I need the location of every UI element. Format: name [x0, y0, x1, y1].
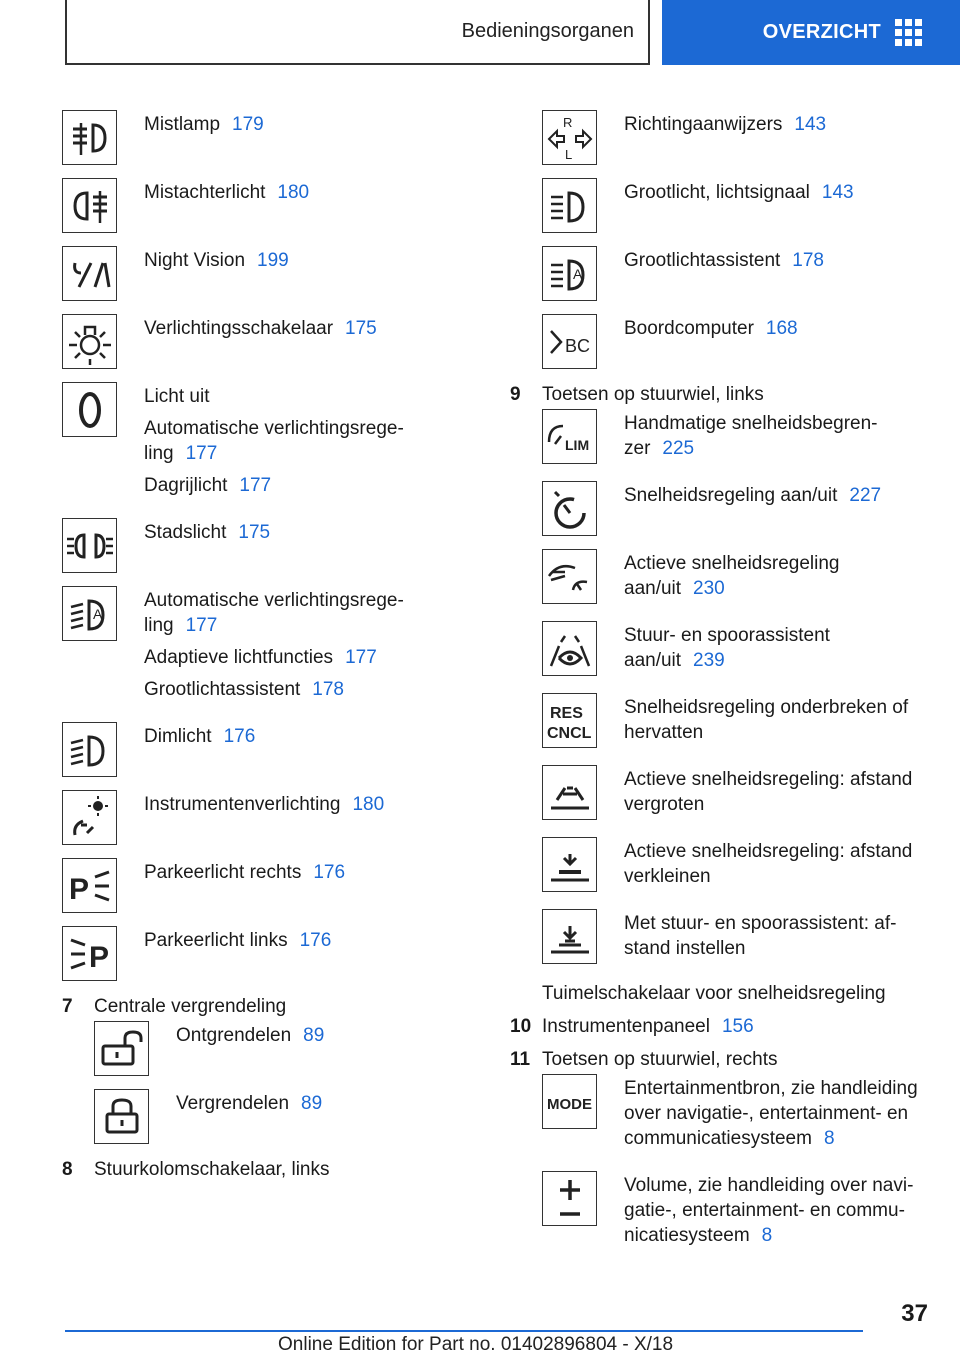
auto-headlight-icon	[62, 586, 117, 641]
entry-texts	[624, 178, 854, 233]
entry-label	[144, 384, 462, 409]
section-7-heading: 7 Centrale vergrendeling	[62, 996, 287, 1017]
svg-text:P: P	[68, 872, 89, 906]
entry-label	[624, 483, 881, 508]
speed-limiter-icon	[542, 409, 597, 464]
entry-label	[144, 677, 462, 702]
rocker-switch-text: Tuimelschakelaar voor snelheidsregeling	[542, 983, 886, 1004]
board-computer-icon	[542, 314, 597, 369]
entry-texts	[144, 518, 270, 573]
entry-texts	[176, 1089, 322, 1144]
parking-light-right-icon	[62, 858, 117, 913]
svg-text:RES: RES	[549, 704, 583, 722]
entry-text: Night Vision	[144, 250, 246, 271]
entry-texts	[144, 586, 462, 709]
overview-tab-label: OVERZICHT	[762, 21, 881, 43]
cruise-control-icon	[542, 481, 597, 536]
legend-entry	[62, 382, 462, 505]
legend-entry	[62, 518, 462, 573]
entry-texts	[624, 837, 930, 896]
legend-entry	[62, 246, 462, 301]
svg-text:A: A	[572, 265, 582, 282]
entry-label	[624, 551, 930, 601]
legend-entry	[542, 314, 930, 369]
page-ref-link[interactable]: 239	[693, 650, 725, 671]
distance-set-icon	[542, 909, 597, 964]
legend-entry	[542, 481, 930, 536]
entry-text: Actieve snelheidsregeling: afstand vergroten	[624, 769, 913, 815]
page-ref-link[interactable]: 227	[849, 485, 882, 506]
entry-texts	[144, 722, 255, 777]
unlock-icon	[94, 1021, 149, 1076]
entry-texts	[624, 314, 798, 369]
entry-text: Licht uit	[144, 386, 210, 407]
entry-texts	[624, 409, 930, 468]
legend-entry	[542, 693, 930, 752]
right-column	[510, 110, 930, 1268]
entry-texts	[144, 178, 309, 233]
entry-label	[624, 911, 930, 961]
entry-label	[624, 767, 930, 817]
section-11-heading: 11 Toetsen op stuurwiel, rechts	[510, 1049, 778, 1070]
distance-increase-icon	[542, 765, 597, 820]
legend-entry	[62, 178, 462, 233]
entry-label	[176, 1091, 322, 1116]
entry-text: Grootlicht, lichtsignaal	[624, 182, 810, 203]
entry-texts	[624, 693, 930, 752]
turn-signal-icon	[542, 110, 597, 165]
page-ref-link[interactable]: 177	[185, 615, 218, 636]
legend-entry	[542, 1171, 930, 1255]
entry-texts	[624, 481, 881, 536]
entry-text: Mistlamp	[144, 114, 221, 135]
entry-text: Automatische verlichtingsrege-ling	[144, 418, 404, 464]
svg-text:R: R	[562, 114, 572, 130]
page-ref-link[interactable]: 176	[313, 862, 346, 883]
entry-texts	[144, 926, 331, 981]
entry-label	[624, 180, 854, 205]
entry-texts	[624, 549, 930, 608]
page-ref-link[interactable]: 156	[721, 1016, 754, 1037]
section-8-heading: 8 Stuurkolomschakelaar, links	[62, 1159, 330, 1180]
fog-lamp-icon	[62, 110, 117, 165]
grid-icon	[895, 19, 922, 46]
entry-label	[624, 1173, 930, 1248]
lane-assist-icon	[542, 621, 597, 676]
entry-text: Automatische verlichtingsrege-ling	[144, 590, 404, 636]
res-cncl-icon	[542, 693, 597, 748]
page-ref-link[interactable]: 225	[662, 438, 695, 459]
legend-entry	[62, 858, 462, 913]
light-switch-icon	[62, 314, 117, 369]
page-ref-link[interactable]: 89	[301, 1093, 323, 1114]
entry-label	[144, 473, 462, 498]
entry-label	[144, 180, 309, 205]
high-beam-assist-icon	[542, 246, 597, 301]
entry-texts	[144, 790, 384, 845]
page-ref-link[interactable]: 180	[352, 794, 385, 815]
entry-texts	[144, 314, 377, 369]
entry-label	[144, 316, 377, 341]
entry-text: Boordcomputer	[624, 318, 754, 339]
entry-text: Snelheidsregeling onderbreken of hervatten	[624, 697, 909, 743]
night-vision-icon	[62, 246, 117, 301]
entry-label	[624, 248, 824, 273]
entry-text: Adaptieve lichtfuncties	[144, 647, 334, 668]
entry-text: Snelheidsregeling aan/uit	[624, 485, 838, 506]
section-9-heading: 9 Toetsen op stuurwiel, links	[510, 384, 764, 405]
entry-label	[624, 112, 826, 137]
entry-text: Stadslicht	[144, 522, 227, 543]
overview-tab[interactable]	[662, 0, 960, 65]
entry-texts	[144, 110, 264, 165]
entry-text: Verlichtingsschakelaar	[144, 318, 334, 339]
entry-texts	[176, 1021, 324, 1076]
legend-entry	[94, 1089, 462, 1144]
entry-text: Parkeerlicht links	[144, 930, 288, 951]
footer-edition: Online Edition for Part no. 01402896804 - X/18	[278, 1334, 674, 1355]
legend-entry	[542, 110, 930, 165]
page-ref-link[interactable]: 8	[761, 1225, 773, 1246]
entry-text: Grootlichtassistent	[624, 250, 781, 271]
entry-text: Mistachterlicht	[144, 182, 266, 203]
legend-entry	[542, 765, 930, 824]
page-ref-link[interactable]: 8	[823, 1128, 835, 1149]
entry-texts	[144, 246, 289, 301]
active-cruise-icon	[542, 549, 597, 604]
entry-text: Grootlichtassistent	[144, 679, 301, 700]
entry-text: Entertainmentbron, zie handleiding over navigatie-, entertainment- en communicatiesysteem	[624, 1078, 918, 1149]
entry-text: Vergrendelen	[176, 1093, 290, 1114]
svg-text:L: L	[564, 146, 572, 162]
section-10-heading: 10 Instrumentenpaneel 156	[510, 1016, 754, 1037]
page-ref-link[interactable]: 177	[345, 647, 377, 668]
entry-label	[144, 645, 462, 670]
entry-label	[624, 623, 930, 673]
legend-entry	[542, 909, 930, 968]
page-ref-link[interactable]: 143	[794, 114, 827, 135]
entry-texts	[624, 621, 930, 680]
entry-texts	[624, 246, 824, 301]
page-ref-link[interactable]: 177	[185, 443, 218, 464]
entry-label	[144, 588, 462, 638]
page-ref-link[interactable]: 180	[277, 182, 310, 203]
page-ref-link[interactable]: 175	[238, 522, 271, 543]
parking-lights-icon	[62, 518, 117, 573]
legend-entry	[542, 409, 930, 468]
footer-divider	[65, 1330, 863, 1332]
header-section-title	[65, 0, 650, 65]
page-ref-link[interactable]: 176	[223, 726, 256, 747]
low-beam-icon	[62, 722, 117, 777]
page-ref-link[interactable]: 176	[299, 930, 332, 951]
legend-entry	[62, 790, 462, 845]
entry-label	[144, 416, 462, 466]
entry-text: Instrumentenverlichting	[144, 794, 341, 815]
entry-texts	[144, 858, 345, 913]
rear-fog-light-icon	[62, 178, 117, 233]
parking-light-left-icon	[62, 926, 117, 981]
legend-entry	[62, 926, 462, 981]
legend-entry	[62, 110, 462, 165]
entry-text: Actieve snelheidsregeling: afstand verkleinen	[624, 841, 913, 887]
light-off-zero-icon	[62, 382, 117, 437]
legend-entry	[542, 621, 930, 680]
entry-label	[624, 695, 930, 745]
mode-icon	[542, 1074, 597, 1129]
page-ref-link[interactable]: 168	[765, 318, 798, 339]
legend-entry	[62, 314, 462, 369]
entry-label	[144, 724, 255, 749]
legend-entry	[62, 586, 462, 709]
entry-text: Stuur- en spoorassistent aan/uit	[624, 625, 830, 671]
entry-texts	[624, 1074, 930, 1158]
legend-entry	[542, 178, 930, 233]
entry-text: Dimlicht	[144, 726, 212, 747]
legend-entry	[62, 722, 462, 777]
svg-text:CNCL: CNCL	[546, 724, 591, 742]
instrument-lighting-icon	[62, 790, 117, 845]
entry-label	[176, 1023, 324, 1048]
page-number: 37	[901, 1300, 928, 1327]
page-ref-link[interactable]: 177	[239, 475, 272, 496]
entry-label	[144, 520, 270, 545]
entry-label	[144, 792, 384, 817]
entry-text: Richtingaanwijzers	[624, 114, 783, 135]
high-beam-icon	[542, 178, 597, 233]
page-ref-link[interactable]: 199	[257, 250, 289, 271]
svg-text:MODE: MODE	[546, 1095, 592, 1113]
entry-label	[144, 928, 331, 953]
entry-text: Volume, zie handleiding over navi-gatie-, entertainment- en commu-nicatiesysteem	[624, 1175, 914, 1246]
svg-text:P: P	[88, 940, 109, 974]
entry-text: Parkeerlicht rechts	[144, 862, 302, 883]
legend-entry	[542, 549, 930, 608]
legend-entry	[542, 837, 930, 896]
entry-text: Actieve snelheidsregeling aan/uit	[624, 553, 840, 599]
section-title: Bedieningsorganen	[461, 20, 634, 42]
page-ref-link[interactable]: 230	[693, 578, 725, 599]
entry-text: Handmatige snelheidsbegren-zer	[624, 413, 878, 459]
svg-text:BC: BC	[564, 335, 590, 356]
entry-texts	[624, 765, 930, 824]
entry-label	[624, 316, 798, 341]
svg-text:A: A	[92, 605, 102, 622]
entry-text: Ontgrendelen	[176, 1025, 292, 1046]
entry-label	[624, 839, 930, 889]
volume-icon	[542, 1171, 597, 1226]
entry-text: Dagrijlicht	[144, 475, 228, 496]
entry-label	[624, 411, 930, 461]
distance-decrease-icon	[542, 837, 597, 892]
entry-texts	[624, 909, 930, 968]
entry-texts	[624, 110, 826, 165]
legend-entry	[542, 246, 930, 301]
page-ref-link[interactable]: 178	[792, 250, 824, 271]
entry-label	[144, 248, 289, 273]
lock-icon	[94, 1089, 149, 1144]
entry-text: Met stuur- en spoorassistent: af-stand instellen	[624, 913, 897, 959]
entry-label	[144, 112, 264, 137]
entry-texts	[144, 382, 462, 505]
entry-label	[144, 860, 345, 885]
page-ref-link[interactable]: 143	[821, 182, 854, 203]
page-ref-link[interactable]: 175	[345, 318, 377, 339]
legend-entry	[542, 1074, 930, 1158]
page-ref-link[interactable]: 179	[232, 114, 264, 135]
entry-texts	[624, 1171, 930, 1255]
left-column	[62, 110, 462, 1184]
svg-text:LIM: LIM	[564, 436, 589, 453]
legend-entry	[94, 1021, 462, 1076]
page-ref-link[interactable]: 89	[303, 1025, 325, 1046]
page-ref-link[interactable]: 178	[312, 679, 344, 700]
entry-label	[624, 1076, 930, 1151]
